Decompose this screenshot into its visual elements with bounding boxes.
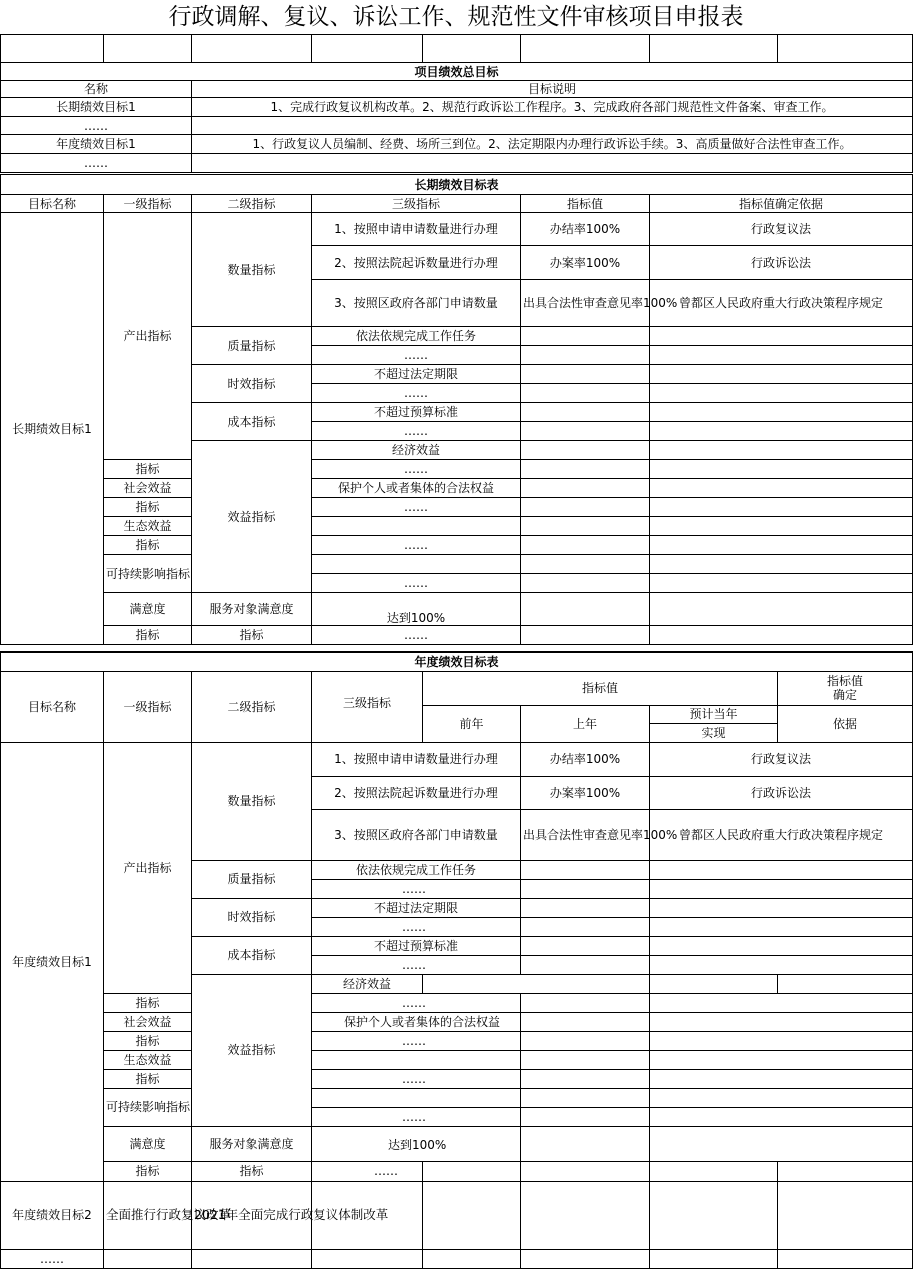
quality-indicator: 质量指标 (192, 327, 312, 365)
ellipsis: …… (1, 1249, 104, 1268)
ellipsis: …… (312, 422, 521, 441)
ellipsis: …… (312, 917, 521, 936)
sustain-indicator: 可持续影响指标 (104, 555, 192, 593)
header-expect-bottom: 实现 (701, 725, 726, 740)
quality-value: 依法依规完成工作任务 (312, 327, 521, 346)
timeliness-indicator: 时效指标 (192, 898, 312, 936)
quantity-value-1: 办结率100% (521, 213, 650, 246)
indicator-label: 指标 (104, 536, 192, 555)
header-level2: 二级指标 (192, 671, 312, 742)
service-satisfaction: 服务对象满意度 (192, 1126, 312, 1161)
social-benefit: 社会效益 (104, 1012, 192, 1031)
quality-indicator: 质量指标 (192, 860, 312, 898)
table-row (1, 135, 913, 154)
ecological-benefit: 生态效益 (104, 517, 192, 536)
quantity-value-3: 出具合法性审查意见率100% (521, 809, 650, 860)
ecological-benefit: 生态效益 (104, 1050, 192, 1069)
ellipsis: …… (312, 993, 521, 1012)
summary-row-desc (192, 117, 913, 135)
quantity-value-2: 办案率100% (521, 246, 650, 280)
quantity-indicator: 数量指标 (192, 742, 312, 860)
quantity-value-2: 办案率100% (521, 776, 650, 809)
cost-value: 不超过预算标准 (312, 936, 521, 955)
quantity-value-1: 办结率100% (521, 742, 650, 776)
table-row (1, 98, 913, 117)
goal2-level2: 2021年全面完成行政复议体制改革 (192, 1181, 312, 1249)
indicator-label: 指标 (104, 1069, 192, 1088)
economic-benefit: 经济效益 (312, 974, 423, 993)
output-indicator: 产出指标 (104, 213, 192, 460)
quantity-indicator: 数量指标 (192, 213, 312, 327)
timeliness-value: 不超过法定期限 (312, 365, 521, 384)
table-row (1, 1249, 913, 1268)
header-value: 指标值 (521, 195, 650, 213)
summary-col-name: 名称 (1, 81, 192, 98)
benefit-indicator: 效益指标 (192, 441, 312, 593)
service-satisfaction: 服务对象满意度 (192, 593, 312, 626)
ellipsis: …… (312, 384, 521, 403)
header-basis: 指标值确定依据 (650, 195, 913, 213)
table-row (1, 1181, 913, 1249)
ellipsis: …… (312, 460, 521, 479)
blank-row (1, 35, 913, 63)
header-level1: 一级指标 (104, 195, 192, 213)
ellipsis: …… (312, 1107, 521, 1126)
header-prev-year: 前年 (423, 705, 521, 742)
timeliness-value: 不超过法定期限 (312, 898, 521, 917)
header-level3: 三级指标 (312, 195, 521, 213)
header-level1: 一级指标 (104, 671, 192, 742)
annual-goal-2-name: 年度绩效目标2 (1, 1181, 104, 1249)
longterm-header-row (1, 195, 913, 213)
quantity-basis-2: 行政诉讼法 (650, 776, 913, 809)
satisfaction-value: 达到100% (312, 1126, 521, 1161)
quantity-item-1: 1、按照申请申请数量进行办理 (312, 742, 521, 776)
ellipsis: …… (312, 346, 521, 365)
quality-value: 依法依规完成工作任务 (312, 860, 521, 879)
cost-value: 不超过预算标准 (312, 403, 521, 422)
header-last-year: 上年 (521, 705, 650, 742)
header-goal-name: 目标名称 (1, 195, 104, 213)
ellipsis: …… (312, 1069, 521, 1088)
quantity-basis-3: 曾都区人民政府重大行政决策程序规定 (650, 809, 913, 860)
ellipsis: …… (312, 1031, 521, 1050)
header-goal-name: 目标名称 (1, 671, 104, 742)
satisfaction-indicator: 满意度 (104, 593, 192, 626)
quantity-item-3: 3、按照区政府各部门申请数量 (312, 280, 521, 327)
indicator-label: 指标 (192, 626, 312, 645)
ellipsis: …… (312, 1161, 423, 1181)
cost-indicator: 成本指标 (192, 403, 312, 441)
ellipsis: …… (312, 536, 521, 555)
summary-row-name: 年度绩效目标1 (1, 135, 192, 154)
header-level3: 三级指标 (312, 671, 423, 742)
annual-goal-1-name: 年度绩效目标1 (1, 742, 104, 1181)
ellipsis: …… (312, 879, 521, 898)
ellipsis: …… (312, 498, 521, 517)
summary-section-title: 项目绩效总目标 (1, 63, 913, 81)
ellipsis: …… (312, 955, 521, 974)
quantity-basis-2: 行政诉讼法 (650, 246, 913, 280)
table-row (1, 154, 913, 173)
quantity-basis-1: 行政复议法 (650, 742, 913, 776)
quantity-item-2: 2、按照法院起诉数量进行办理 (312, 776, 521, 809)
quantity-value-3: 出具合法性审查意见率100% (521, 280, 650, 327)
summary-row-desc (192, 154, 913, 173)
ellipsis: …… (312, 574, 521, 593)
longterm-goal-name: 长期绩效目标1 (1, 213, 104, 645)
summary-row-name: …… (1, 117, 192, 135)
indicator-label: 指标 (104, 626, 192, 645)
timeliness-indicator: 时效指标 (192, 365, 312, 403)
social-benefit: 社会效益 (104, 479, 192, 498)
header-expect (650, 705, 778, 742)
header-basis-bottom: 依据 (778, 705, 913, 742)
quantity-item-3: 3、按照区政府各部门申请数量 (312, 809, 521, 860)
indicator-label: 指标 (104, 460, 192, 479)
cost-indicator: 成本指标 (192, 936, 312, 974)
summary-row-desc: 1、完成行政复议机构改革。2、规范行政诉讼工作程序。3、完成政府各部门规范性文件备案、审查工作。 (192, 98, 913, 117)
indicator-label: 指标 (104, 993, 192, 1012)
benefit-indicator: 效益指标 (192, 974, 312, 1126)
header-expect-top: 预计当年 (650, 706, 777, 724)
longterm-table (0, 174, 913, 645)
summary-row-desc: 1、行政复议人员编制、经费、场所三到位。2、法定期限内办理行政诉讼手续。3、高质量做好合法性审查工作。 (192, 135, 913, 154)
quantity-basis-3: 曾都区人民政府重大行政决策程序规定 (650, 280, 913, 327)
longterm-section-title: 长期绩效目标表 (1, 175, 913, 195)
indicator-label: 指标 (104, 498, 192, 517)
sustain-indicator: 可持续影响指标 (104, 1088, 192, 1126)
quantity-basis-1: 行政复议法 (650, 213, 913, 246)
summary-col-desc: 目标说明 (192, 81, 913, 98)
indicator-label: 指标 (104, 1161, 192, 1181)
satisfaction-indicator: 满意度 (104, 1126, 192, 1161)
summary-table (0, 34, 913, 173)
goal2-level1: 全面推行行政复议改革 (104, 1181, 192, 1249)
form-title: 行政调解、复议、诉讼工作、规范性文件审核项目申报表 (168, 4, 744, 30)
ellipsis: …… (312, 626, 521, 645)
quantity-item-2: 2、按照法院起诉数量进行办理 (312, 246, 521, 280)
social-value: 保护个人或者集体的合法权益 (312, 1012, 521, 1031)
output-indicator: 产出指标 (104, 742, 192, 993)
economic-benefit: 经济效益 (312, 441, 521, 460)
summary-row-name: 长期绩效目标1 (1, 98, 192, 117)
quantity-item-1: 1、按照申请申请数量进行办理 (312, 213, 521, 246)
social-value: 保护个人或者集体的合法权益 (312, 479, 521, 498)
header-basis-top: 指标值 确定 (778, 671, 913, 705)
annual-section-title: 年度绩效目标表 (1, 652, 913, 671)
header-level2: 二级指标 (192, 195, 312, 213)
indicator-label: 指标 (104, 1031, 192, 1050)
summary-row-name: …… (1, 154, 192, 173)
header-value: 指标值 (423, 671, 778, 705)
annual-table (0, 651, 913, 1269)
table-row (1, 117, 913, 135)
satisfaction-value: 达到100% (312, 593, 521, 626)
indicator-label: 指标 (192, 1161, 312, 1181)
